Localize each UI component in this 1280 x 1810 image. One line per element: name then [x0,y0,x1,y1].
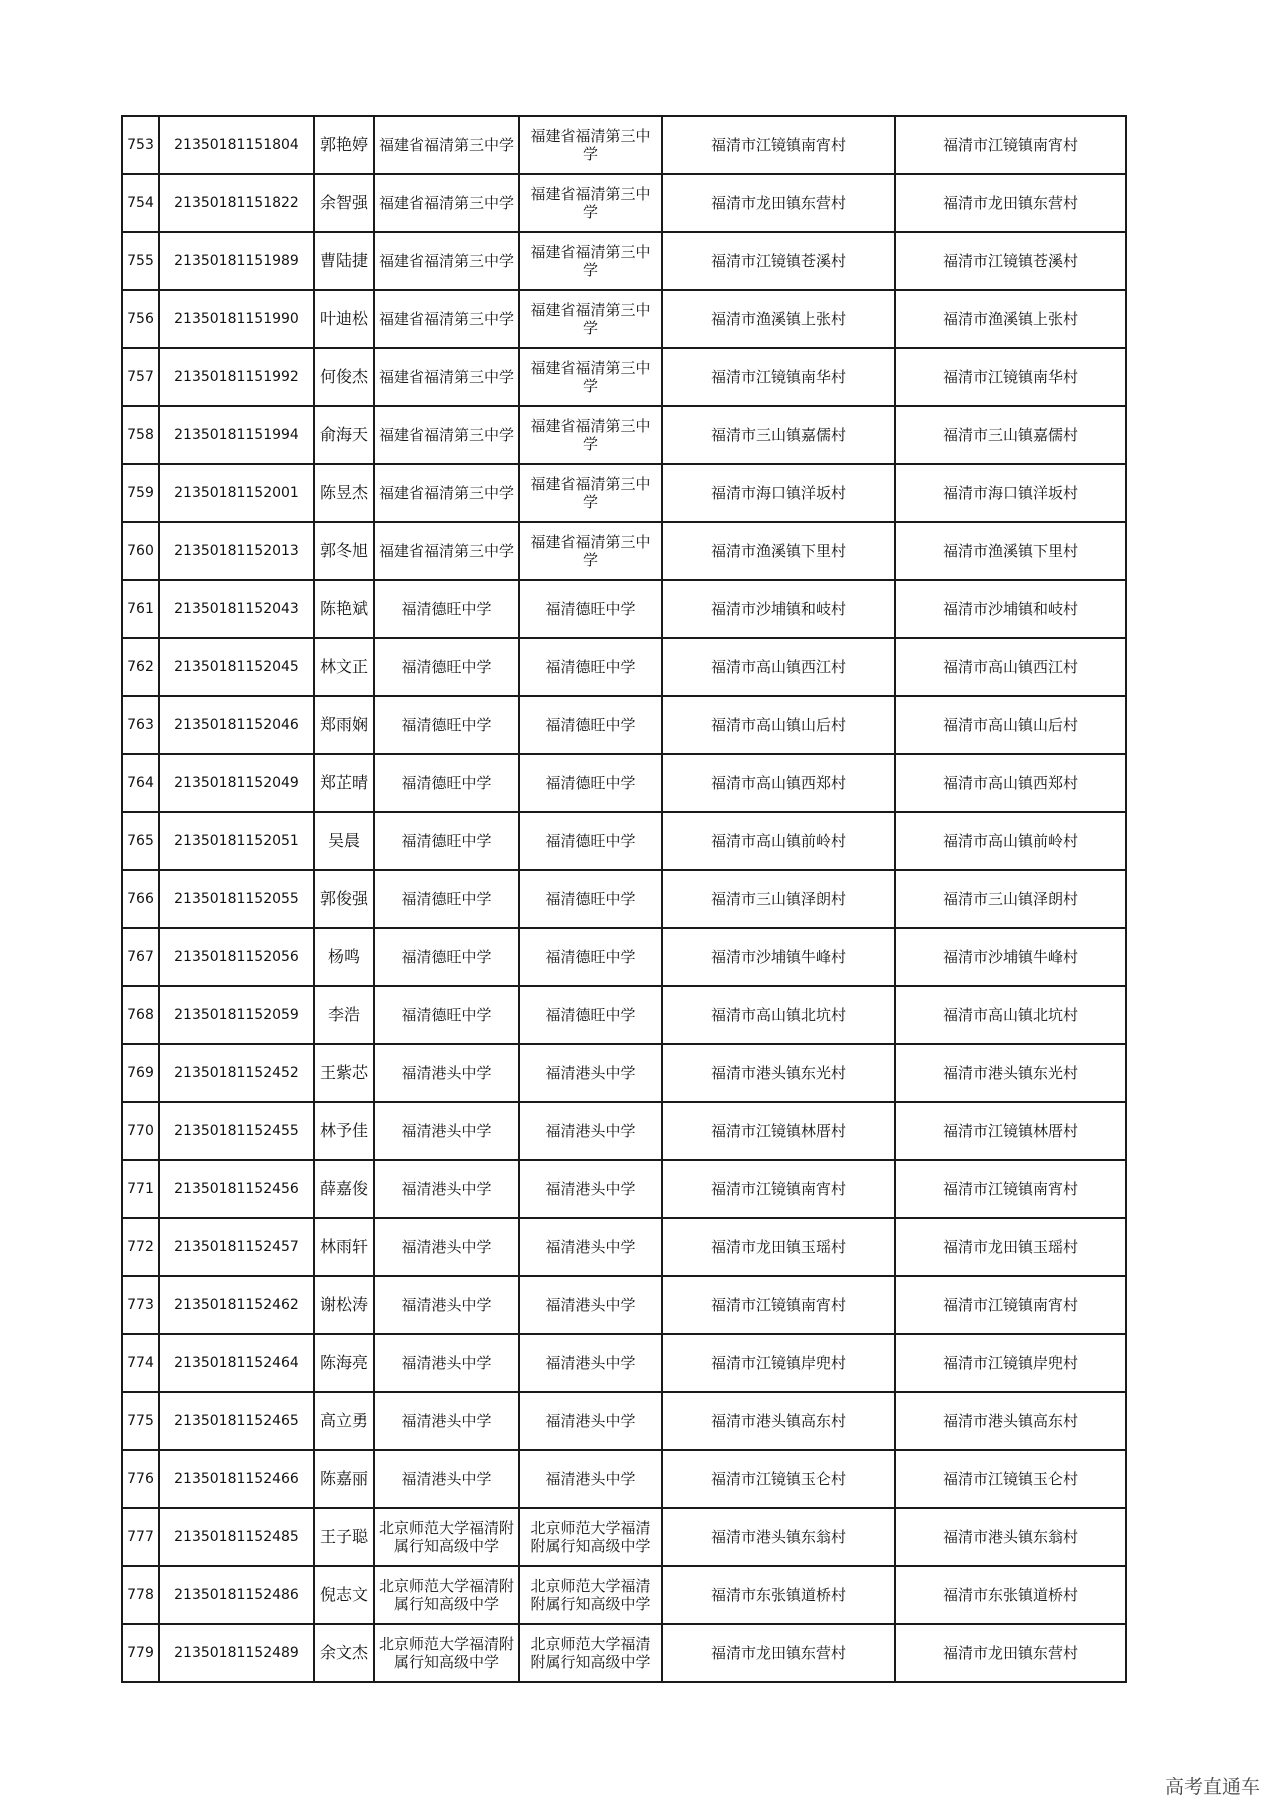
school-cell [374,464,519,522]
school-cell-2 [519,754,662,812]
student-id-cell: 21350181152464 [159,1334,314,1392]
address-cell: 福清市高山镇山后村 [662,696,895,754]
student-name-cell: 李浩 [314,986,374,1044]
table-row [122,1044,1126,1102]
student-id-cell: 21350181152059 [159,986,314,1044]
student-name-cell: 郑雨娴 [314,696,374,754]
address-cell-2: 福清市三山镇泽朗村 [895,870,1126,928]
student-name-cell: 林雨轩 [314,1218,374,1276]
school-cell-2 [519,696,662,754]
row-number-cell: 775 [122,1392,159,1450]
school-cell-2 [519,580,662,638]
row-number-cell: 763 [122,696,159,754]
school-cell [374,174,519,232]
address-cell-2: 福清市龙田镇东营村 [895,1624,1126,1682]
table-row [122,580,1126,638]
address-cell-2: 福清市沙埔镇牛峰村 [895,928,1126,986]
school-cell [374,638,519,696]
row-number-cell: 771 [122,1160,159,1218]
row-number-cell: 759 [122,464,159,522]
school-name-text: 福建省福清第三中学 [379,368,515,386]
school-name-text: 福清港头中学 [401,1180,492,1198]
school-name-text: 福清港头中学 [545,1354,636,1372]
student-name-cell: 郭冬旭 [314,522,374,580]
student-name-cell: 林文正 [314,638,374,696]
table-row [122,1160,1126,1218]
table-row [122,1566,1126,1624]
table-row [122,232,1126,290]
school-cell-2 [519,1160,662,1218]
student-name-cell: 倪志文 [314,1566,374,1624]
school-cell [374,348,519,406]
table-row [122,1624,1126,1682]
student-id-cell: 21350181152452 [159,1044,314,1102]
school-name-text: 北京师范大学福清附属行知高级中学 [379,1577,515,1613]
school-cell-2 [519,1450,662,1508]
student-id-cell: 21350181152486 [159,1566,314,1624]
table-row [122,696,1126,754]
school-name-text: 福建省福清第三中学 [530,127,651,163]
row-number-cell: 754 [122,174,159,232]
table-row [122,638,1126,696]
student-id-cell: 21350181152043 [159,580,314,638]
school-cell-2 [519,928,662,986]
row-number-cell: 764 [122,754,159,812]
row-number-cell: 777 [122,1508,159,1566]
student-name-cell: 余智强 [314,174,374,232]
address-cell: 福清市高山镇西江村 [662,638,895,696]
address-cell-2: 福清市高山镇北坑村 [895,986,1126,1044]
school-name-text: 福建省福清第三中学 [530,359,651,395]
school-name-text: 福清德旺中学 [545,600,636,618]
address-cell-2: 福清市江镜镇玉仑村 [895,1450,1126,1508]
school-cell-2 [519,1392,662,1450]
row-number-cell: 760 [122,522,159,580]
school-cell-2 [519,1566,662,1624]
table-row [122,116,1126,174]
school-cell [374,1392,519,1450]
row-number-cell: 779 [122,1624,159,1682]
table-row [122,1450,1126,1508]
school-cell-2 [519,870,662,928]
address-cell: 福清市江镜镇南宵村 [662,1160,895,1218]
school-cell-2 [519,1508,662,1566]
row-number-cell: 776 [122,1450,159,1508]
school-name-text: 福清港头中学 [401,1354,492,1372]
school-cell [374,1334,519,1392]
address-cell: 福清市江镜镇岸兜村 [662,1334,895,1392]
watermark-text: 高考直通车 [1164,1776,1260,1798]
address-cell-2: 福清市高山镇前岭村 [895,812,1126,870]
school-name-text: 福建省福清第三中学 [530,301,651,337]
address-cell: 福清市高山镇前岭村 [662,812,895,870]
student-name-cell: 陈昱杰 [314,464,374,522]
address-cell-2: 福清市龙田镇玉瑶村 [895,1218,1126,1276]
address-cell: 福清市港头镇东翁村 [662,1508,895,1566]
school-name-text: 福建省福清第三中学 [530,185,651,221]
school-cell-2 [519,1276,662,1334]
school-name-text: 福清港头中学 [401,1296,492,1314]
student-id-cell: 21350181152462 [159,1276,314,1334]
student-name-cell: 谢松涛 [314,1276,374,1334]
student-id-cell: 21350181151990 [159,290,314,348]
table-row [122,870,1126,928]
address-cell: 福清市龙田镇东营村 [662,1624,895,1682]
address-cell: 福清市江镜镇南宵村 [662,1276,895,1334]
student-id-cell: 21350181152466 [159,1450,314,1508]
student-id-cell: 21350181151994 [159,406,314,464]
school-name-text: 福清港头中学 [401,1064,492,1082]
school-cell-2 [519,812,662,870]
student-id-cell: 21350181152051 [159,812,314,870]
address-cell-2: 福清市江镜镇南宵村 [895,1276,1126,1334]
student-name-cell: 郭俊强 [314,870,374,928]
address-cell-2: 福清市高山镇西郑村 [895,754,1126,812]
address-cell: 福清市龙田镇玉瑶村 [662,1218,895,1276]
school-cell [374,290,519,348]
school-cell [374,1160,519,1218]
row-number-cell: 770 [122,1102,159,1160]
school-name-text: 福建省福清第三中学 [530,475,651,511]
table-row [122,928,1126,986]
address-cell-2: 福清市高山镇西江村 [895,638,1126,696]
school-name-text: 福清德旺中学 [545,832,636,850]
student-name-cell: 高立勇 [314,1392,374,1450]
school-cell [374,1218,519,1276]
school-cell [374,1566,519,1624]
school-cell-2 [519,1218,662,1276]
table-row [122,406,1126,464]
row-number-cell: 768 [122,986,159,1044]
address-cell-2: 福清市高山镇山后村 [895,696,1126,754]
table-row [122,1102,1126,1160]
address-cell-2: 福清市东张镇道桥村 [895,1566,1126,1624]
school-name-text: 福清港头中学 [545,1180,636,1198]
student-id-cell: 21350181151989 [159,232,314,290]
student-id-cell: 21350181152465 [159,1392,314,1450]
row-number-cell: 774 [122,1334,159,1392]
school-cell-2 [519,986,662,1044]
school-name-text: 福清德旺中学 [545,890,636,908]
student-id-cell: 21350181152046 [159,696,314,754]
school-cell [374,696,519,754]
school-cell [374,406,519,464]
address-cell: 福清市江镜镇南华村 [662,348,895,406]
school-name-text: 福建省福清第三中学 [379,310,515,328]
row-number-cell: 772 [122,1218,159,1276]
school-name-text: 福清港头中学 [545,1238,636,1256]
school-cell [374,754,519,812]
school-cell [374,1044,519,1102]
school-name-text: 北京师范大学福清附属行知高级中学 [530,1519,651,1555]
school-cell-2 [519,1044,662,1102]
student-name-cell: 陈嘉丽 [314,1450,374,1508]
row-number-cell: 758 [122,406,159,464]
school-name-text: 福清德旺中学 [545,948,636,966]
student-name-cell: 郑芷晴 [314,754,374,812]
student-name-cell: 叶迪松 [314,290,374,348]
student-name-cell: 陈海亮 [314,1334,374,1392]
address-cell: 福清市江镜镇玉仑村 [662,1450,895,1508]
school-name-text: 福建省福清第三中学 [379,484,515,502]
school-cell [374,986,519,1044]
school-name-text: 福建省福清第三中学 [530,533,651,569]
student-name-cell: 俞海天 [314,406,374,464]
student-name-cell: 曹陆捷 [314,232,374,290]
student-name-cell: 余文杰 [314,1624,374,1682]
address-cell: 福清市江镜镇苍溪村 [662,232,895,290]
table-row [122,290,1126,348]
address-cell-2: 福清市港头镇东翁村 [895,1508,1126,1566]
student-name-cell: 何俊杰 [314,348,374,406]
student-id-cell: 21350181152056 [159,928,314,986]
school-name-text: 北京师范大学福清附属行知高级中学 [530,1635,651,1671]
school-name-text: 福清港头中学 [545,1064,636,1082]
student-roster-table [121,115,1127,1683]
student-id-cell: 21350181152013 [159,522,314,580]
school-name-text: 福清港头中学 [401,1470,492,1488]
student-id-cell: 21350181152001 [159,464,314,522]
school-name-text: 北京师范大学福清附属行知高级中学 [379,1635,515,1671]
student-id-cell: 21350181152457 [159,1218,314,1276]
school-cell [374,1624,519,1682]
student-name-cell: 郭艳婷 [314,116,374,174]
table-row [122,812,1126,870]
table-row [122,754,1126,812]
address-cell-2: 福清市渔溪镇上张村 [895,290,1126,348]
address-cell: 福清市三山镇嘉儒村 [662,406,895,464]
school-name-text: 福清德旺中学 [545,658,636,676]
school-name-text: 福清港头中学 [401,1238,492,1256]
table-row [122,464,1126,522]
address-cell: 福清市江镜镇林厝村 [662,1102,895,1160]
school-name-text: 福清德旺中学 [401,1006,492,1024]
school-cell-2 [519,464,662,522]
row-number-cell: 757 [122,348,159,406]
school-cell-2 [519,638,662,696]
row-number-cell: 756 [122,290,159,348]
student-name-cell: 林予佳 [314,1102,374,1160]
school-name-text: 福清德旺中学 [401,658,492,676]
address-cell: 福清市港头镇高东村 [662,1392,895,1450]
school-name-text: 福建省福清第三中学 [530,417,651,453]
school-name-text: 福清德旺中学 [401,832,492,850]
address-cell-2: 福清市江镜镇苍溪村 [895,232,1126,290]
school-name-text: 福清德旺中学 [401,774,492,792]
address-cell: 福清市东张镇道桥村 [662,1566,895,1624]
address-cell: 福清市高山镇西郑村 [662,754,895,812]
row-number-cell: 778 [122,1566,159,1624]
school-name-text: 福清港头中学 [545,1470,636,1488]
school-cell [374,1450,519,1508]
address-cell-2: 福清市三山镇嘉儒村 [895,406,1126,464]
student-id-cell: 21350181152455 [159,1102,314,1160]
school-name-text: 福清德旺中学 [401,600,492,618]
student-name-cell: 王紫芯 [314,1044,374,1102]
school-cell [374,870,519,928]
school-name-text: 福清港头中学 [545,1412,636,1430]
school-cell-2 [519,348,662,406]
row-number-cell: 762 [122,638,159,696]
school-name-text: 福建省福清第三中学 [379,542,515,560]
student-id-cell: 21350181151804 [159,116,314,174]
address-cell-2: 福清市港头镇高东村 [895,1392,1126,1450]
student-name-cell: 王子聪 [314,1508,374,1566]
table-row [122,522,1126,580]
school-name-text: 福清港头中学 [545,1122,636,1140]
student-id-cell: 21350181152049 [159,754,314,812]
school-name-text: 福清港头中学 [401,1122,492,1140]
address-cell: 福清市江镜镇南宵村 [662,116,895,174]
address-cell: 福清市三山镇泽朗村 [662,870,895,928]
address-cell: 福清市沙埔镇和岐村 [662,580,895,638]
address-cell: 福清市高山镇北坑村 [662,986,895,1044]
address-cell-2: 福清市江镜镇岸兜村 [895,1334,1126,1392]
student-id-cell: 21350181152055 [159,870,314,928]
address-cell-2: 福清市江镜镇南宵村 [895,1160,1126,1218]
row-number-cell: 753 [122,116,159,174]
school-cell-2 [519,1334,662,1392]
table-row [122,348,1126,406]
school-cell [374,116,519,174]
school-cell [374,1276,519,1334]
school-cell [374,1508,519,1566]
school-name-text: 福建省福清第三中学 [530,243,651,279]
address-cell: 福清市沙埔镇牛峰村 [662,928,895,986]
school-cell-2 [519,522,662,580]
school-name-text: 福建省福清第三中学 [379,426,515,444]
address-cell-2: 福清市沙埔镇和岐村 [895,580,1126,638]
row-number-cell: 765 [122,812,159,870]
school-cell-2 [519,406,662,464]
school-name-text: 福清德旺中学 [545,1006,636,1024]
student-id-cell: 21350181151822 [159,174,314,232]
table-body [122,116,1126,1682]
school-cell [374,232,519,290]
school-cell [374,522,519,580]
address-cell: 福清市港头镇东光村 [662,1044,895,1102]
table-row [122,1508,1126,1566]
school-cell [374,580,519,638]
student-name-cell: 杨鸣 [314,928,374,986]
school-cell [374,1102,519,1160]
school-name-text: 福清港头中学 [545,1296,636,1314]
table-row [122,986,1126,1044]
school-cell-2 [519,290,662,348]
school-name-text: 北京师范大学福清附属行知高级中学 [530,1577,651,1613]
school-cell-2 [519,116,662,174]
school-cell [374,812,519,870]
school-cell-2 [519,1624,662,1682]
school-name-text: 福建省福清第三中学 [379,136,515,154]
row-number-cell: 773 [122,1276,159,1334]
row-number-cell: 766 [122,870,159,928]
student-id-cell: 21350181151992 [159,348,314,406]
address-cell-2: 福清市海口镇洋坂村 [895,464,1126,522]
student-id-cell: 21350181152045 [159,638,314,696]
table-row [122,1218,1126,1276]
row-number-cell: 761 [122,580,159,638]
school-name-text: 福建省福清第三中学 [379,194,515,212]
school-name-text: 福清德旺中学 [401,716,492,734]
address-cell-2: 福清市港头镇东光村 [895,1044,1126,1102]
school-cell-2 [519,174,662,232]
school-name-text: 福清德旺中学 [545,716,636,734]
school-cell [374,928,519,986]
address-cell: 福清市渔溪镇上张村 [662,290,895,348]
address-cell-2: 福清市龙田镇东营村 [895,174,1126,232]
school-name-text: 福清德旺中学 [401,948,492,966]
table-row [122,1276,1126,1334]
student-name-cell: 薛嘉俊 [314,1160,374,1218]
student-name-cell: 陈艳斌 [314,580,374,638]
student-id-cell: 21350181152456 [159,1160,314,1218]
row-number-cell: 769 [122,1044,159,1102]
address-cell: 福清市渔溪镇下里村 [662,522,895,580]
address-cell-2: 福清市江镜镇林厝村 [895,1102,1126,1160]
address-cell-2: 福清市江镜镇南华村 [895,348,1126,406]
student-id-cell: 21350181152489 [159,1624,314,1682]
table-row [122,1392,1126,1450]
student-name-cell: 吴晨 [314,812,374,870]
school-cell-2 [519,1102,662,1160]
address-cell: 福清市龙田镇东营村 [662,174,895,232]
school-name-text: 福清港头中学 [401,1412,492,1430]
school-name-text: 北京师范大学福清附属行知高级中学 [379,1519,515,1555]
address-cell-2: 福清市江镜镇南宵村 [895,116,1126,174]
school-name-text: 福清德旺中学 [401,890,492,908]
student-id-cell: 21350181152485 [159,1508,314,1566]
address-cell-2: 福清市渔溪镇下里村 [895,522,1126,580]
school-cell-2 [519,232,662,290]
school-name-text: 福清德旺中学 [545,774,636,792]
row-number-cell: 755 [122,232,159,290]
school-name-text: 福建省福清第三中学 [379,252,515,270]
table-row [122,1334,1126,1392]
address-cell: 福清市海口镇洋坂村 [662,464,895,522]
table-row [122,174,1126,232]
row-number-cell: 767 [122,928,159,986]
